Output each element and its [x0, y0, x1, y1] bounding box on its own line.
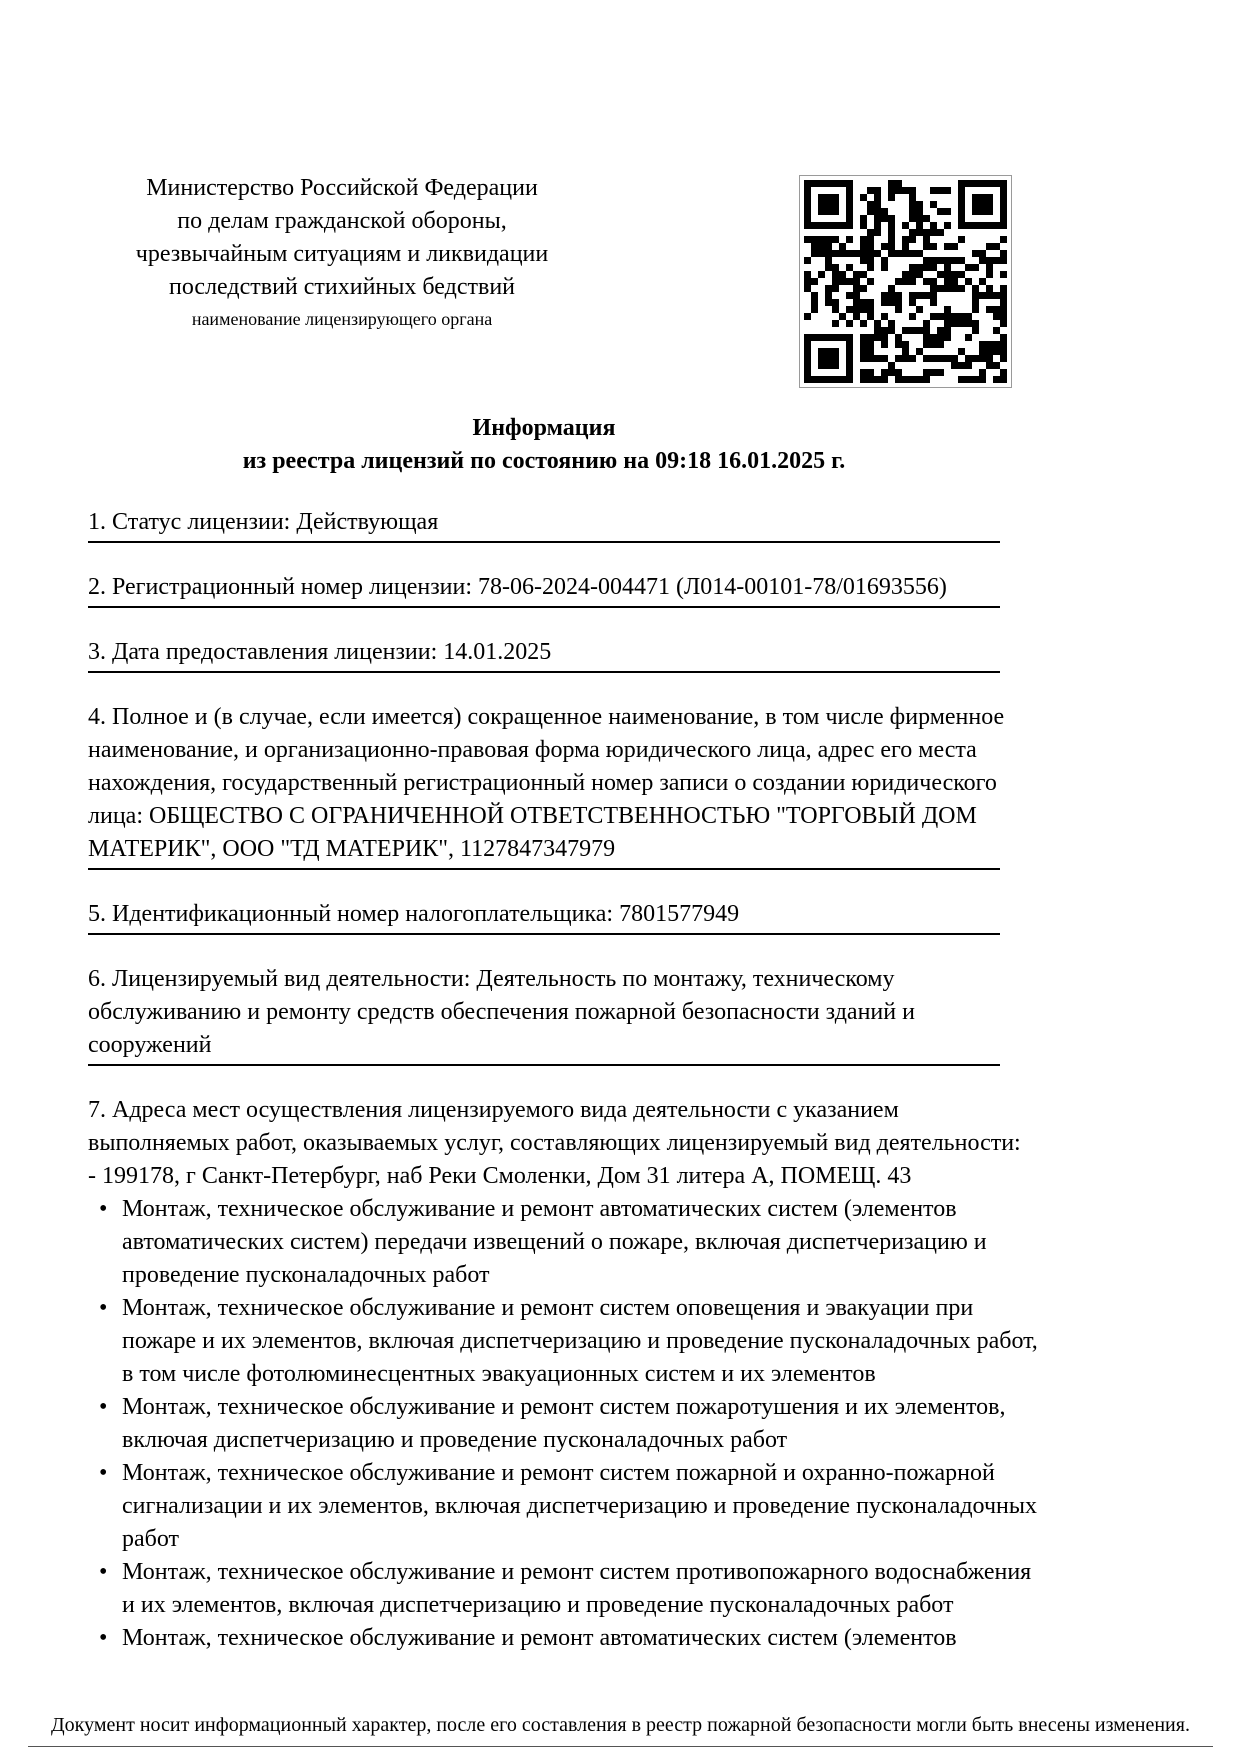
field-underline — [88, 868, 1000, 870]
footer-disclaimer: Документ носит информационный характер, после его составления в реестр пожарной безопасности могли быть внесены изменения. — [51, 1714, 1190, 1736]
authority-line: по делам гражданской обороны, — [177, 208, 507, 234]
works-list — [88, 1193, 1043, 1655]
address-line: - 199178, г Санкт-Петербург, наб Реки Смоленки, Дом 31 литера А, ПОМЕЩ. 43 — [88, 1163, 912, 1189]
field-underline — [88, 933, 1000, 935]
field-licensed-activity — [88, 963, 1043, 1066]
field-text: 6. Лицензируемый вид деятельности: Деятельность по монтажу, техническому обслуживанию и ремонту средств обеспечения пожарной безопасности зданий и сооружений — [88, 966, 915, 1058]
addresses-section — [88, 1094, 1043, 1655]
field-license-status — [88, 506, 1043, 543]
field-text: 2. Регистрационный номер лицензии: 78-06-2024-004471 (Л014-00101-78/01693556) — [88, 574, 947, 600]
field-underline — [88, 1064, 1000, 1066]
work-item: • Монтаж, техническое обслуживание и ремонт систем пожарной и охранно-пожарной сигнализации и их элементов, включая диспетчеризацию и проведение пусконаладочных работ — [88, 1457, 1043, 1556]
qr-code-icon — [799, 175, 1012, 388]
document-body — [88, 412, 1043, 1655]
field-text: 3. Дата предоставления лицензии: 14.01.2025 — [88, 639, 552, 665]
work-item: • Монтаж, техническое обслуживание и ремонт систем пожаротушения и их элементов, включая диспетчеризацию и проведение пусконаладочных работ — [88, 1391, 1043, 1457]
field-organization-name — [88, 701, 1043, 870]
document-title — [88, 412, 1000, 478]
field-grant-date — [88, 636, 1043, 673]
addresses-heading: 7. Адреса мест осуществления лицензируемого вида деятельности с указанием выполняемых работ, оказываемых услуг, составляющих лицензируемый вид деятельности: — [88, 1097, 1021, 1156]
field-underline — [88, 671, 1000, 673]
field-underline — [88, 606, 1000, 608]
field-taxpayer-number — [88, 898, 1043, 935]
authority-line: чрезвычайным ситуациям и ликвидации — [135, 241, 549, 267]
work-item: • Монтаж, техническое обслуживание и ремонт автоматических систем (элементов автоматических систем) передачи извещений о пожаре, включая диспетчеризацию и проведение пусконаладочных работ — [88, 1193, 1043, 1292]
work-item: • Монтаж, техническое обслуживание и ремонт систем противопожарного водоснабжения и их элементов, включая диспетчеризацию и проведение пусконаладочных работ — [88, 1556, 1043, 1622]
field-text: 5. Идентификационный номер налогоплательщика: 7801577949 — [88, 901, 740, 927]
work-item: • Монтаж, техническое обслуживание и ремонт систем оповещения и эвакуации при пожаре и их элементов, включая диспетчеризацию и проведение пусконаладочных работ, в том числе фотолюминесцентных эвакуационных систем и их элементов — [88, 1292, 1043, 1391]
field-underline — [88, 541, 1000, 543]
field-registration-number — [88, 571, 1043, 608]
document-title-line1: Информация — [472, 415, 616, 441]
authority-caption: наименование лицензирующего органа — [191, 309, 493, 329]
work-item: • Монтаж, техническое обслуживание и ремонт автоматических систем (элементов — [88, 1622, 1043, 1655]
licensing-authority-block — [102, 172, 582, 332]
authority-line: Министерство Российской Федерации — [146, 175, 538, 201]
field-text: 4. Полное и (в случае, если имеется) сокращенное наименование, в том числе фирменное наименование, и организационно-правовая форма юридического лица, адрес его места нахождения, государственный регистрационный номер записи о создании юридического лица: ОБЩЕСТВО С ОГРАНИЧЕННОЙ ОТВЕТСТВЕННОСТЬЮ "ТОРГОВЫЙ ДОМ МАТЕРИК", ООО "ТД МАТЕРИК", 1127847347979 — [88, 704, 1005, 862]
document-title-line2: из реестра лицензий по состоянию на 09:18 16.01.2025 г. — [242, 448, 846, 474]
footer-divider — [28, 1746, 1213, 1747]
authority-line: последствий стихийных бедствий — [168, 274, 516, 300]
field-text: 1. Статус лицензии: Действующая — [88, 509, 439, 535]
